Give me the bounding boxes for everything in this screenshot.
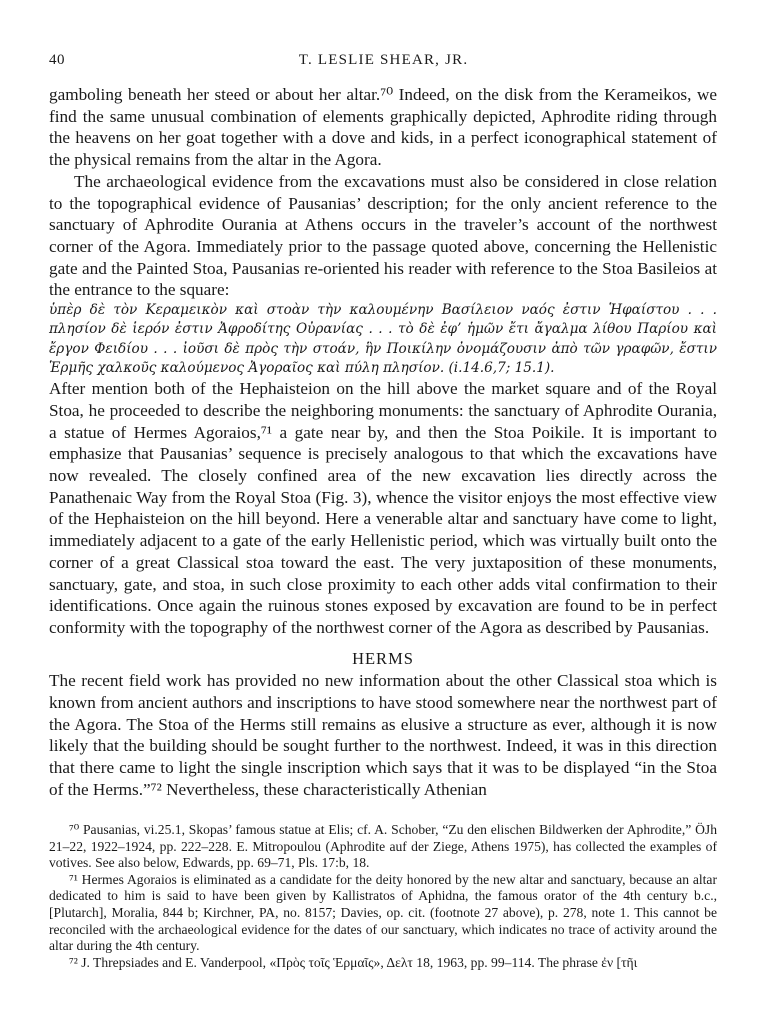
paragraph-continuation: gamboling beneath her steed or about her altar.⁷⁰ Indeed, on the disk from the Kerameikos, we find the same unusual combination of elements graphically depicted, Aphrodite riding through the heavens on her goat together with a dove and kids, in a perfect iconographical statement of the physical remains from the altar in the Agora.: [49, 85, 717, 170]
paragraph-sequence: After mention both of the Hephaisteion on the hill above the market square and of the Royal Stoa, he proceeded to describe the neighboring monuments: the sanctuary of Aphrodite Ourania, a statue of Hermes Agoraios,⁷¹ a gate near by, and then the Stoa Poikile. It is important to emphasize that Pausanias’ sequence is precisely analogous to that which the excavations have now revealed. The closely confined area of the new excavation lies directly across the Panathenaic Way from the Royal Stoa (Fig. 3), whence the visitor enjoys the most effective view of the Hephaisteion on the hill beyond. Here a venerable altar and sanctuary have come to light, immediately adjacent to a gate of the early Hellenistic period, which was virtually built onto the corner of a great Classical stoa toward the east. The very juxtaposition of these monuments, sanctuary, gate, and stoa, in such close proximity to each other adds vital confirmation to their identifications. Once again the ruinous stones exposed by excavation are found to be in perfect conformity with the topography of the northwest corner of the Agora as described by Pausanias.: [49, 379, 717, 637]
footnote-71: ⁷¹ Hermes Agoraios is eliminated as a candidate for the deity honored by the new altar and sanctuary, because an altar dedicated to him is said to have been given by Kallistratos of Aphidna, the famous orator of the 4th century b.c., [Plutarch], Moralia, 844 b; Kirchner, PA, no. 8157; Davies, op. cit. (footnote 27 above), p. 278, note 1. This cannot be reconciled with the archaeological evidence for the dates of our sanctuary, which indicates no trace of activity around the altar during the 4th century.: [49, 871, 717, 954]
paragraph-evidence: The archaeological evidence from the excavations must also be considered in close relation to the topographical evidence of Pausanias’ description; for the only ancient reference to the sanctuary of Aphrodite Ourania at Athens occurs in the traveler’s account of the northwest corner of the Agora. Immediately prior to the passage quoted above, concerning the Hellenistic gate and the Painted Stoa, Pausanias re-oriented his reader with reference to the Stoa Basileios at the entrance to the square:: [49, 171, 717, 300]
main-text: [49, 84, 717, 801]
greek-quotation: ὑπὲρ δὲ τὸν Κεραμεικὸν καὶ στοὰν τὴν καλουμένην Βασίλειον ναός ἐστιν Ἡφαίστου . . . πλησίον δὲ ἱερόν ἐστιν Ἀφροδίτης Οὐρανίας . . . τὸ δὲ ἐφ’ ἡμῶν ἔτι ἄγαλμα λίθου Παρίου καὶ ἔργον Φειδίου . . . ἰοῦσι δὲ πρὸς τὴν στοάν, ἣν Ποικίλην ὀνομάζουσιν ἀπὸ τῶν γραφῶν, ἔστιν Ἑρμῆς χαλκοῦς καλούμενος Ἀγοραῖος καὶ πύλη πλησίον. (i.14.6,7; 15.1).: [49, 302, 717, 376]
page-number: 40: [49, 52, 65, 68]
section-heading: HERMS: [352, 648, 414, 668]
paragraph-herms: The recent field work has provided no new information about the other Classical stoa which is known from ancient authors and inscriptions to have stood somewhere near the northwest part of the Agora. The Stoa of the Herms still remains as elusive a structure as ever, although it is now likely that the building should be sought further to the northwest. Indeed, it was in this direction that there came to light the single inscription which says that it was to be displayed “in the Stoa of the Herms.”⁷² Nevertheless, these characteristically Athenian: [49, 671, 717, 799]
footnote-72: ⁷² J. Threpsiades and E. Vanderpool, «Πρὸς τοῖς Ἑρμαῖς», Δελτ 18, 1963, pp. 99–114. The phrase ἐν [τῆι: [69, 954, 638, 970]
running-head: T. LESLIE SHEAR, JR.: [298, 52, 469, 68]
footnotes: [49, 822, 717, 971]
footnote-70: ⁷⁰ Pausanias, vi.25.1, Skopas’ famous statue at Elis; cf. A. Schober, “Zu den elischen Bildwerken der Aphrodite,” ÖJh 21–22, 1922–1924, pp. 222–228. E. Mitropoulou (Aphrodite auf der Ziege, Athens 1975), has collected the examples of votives. See also below, Edwards, pp. 69–71, Pls. 17:b, 18.: [49, 822, 717, 871]
page-header: [49, 52, 718, 72]
